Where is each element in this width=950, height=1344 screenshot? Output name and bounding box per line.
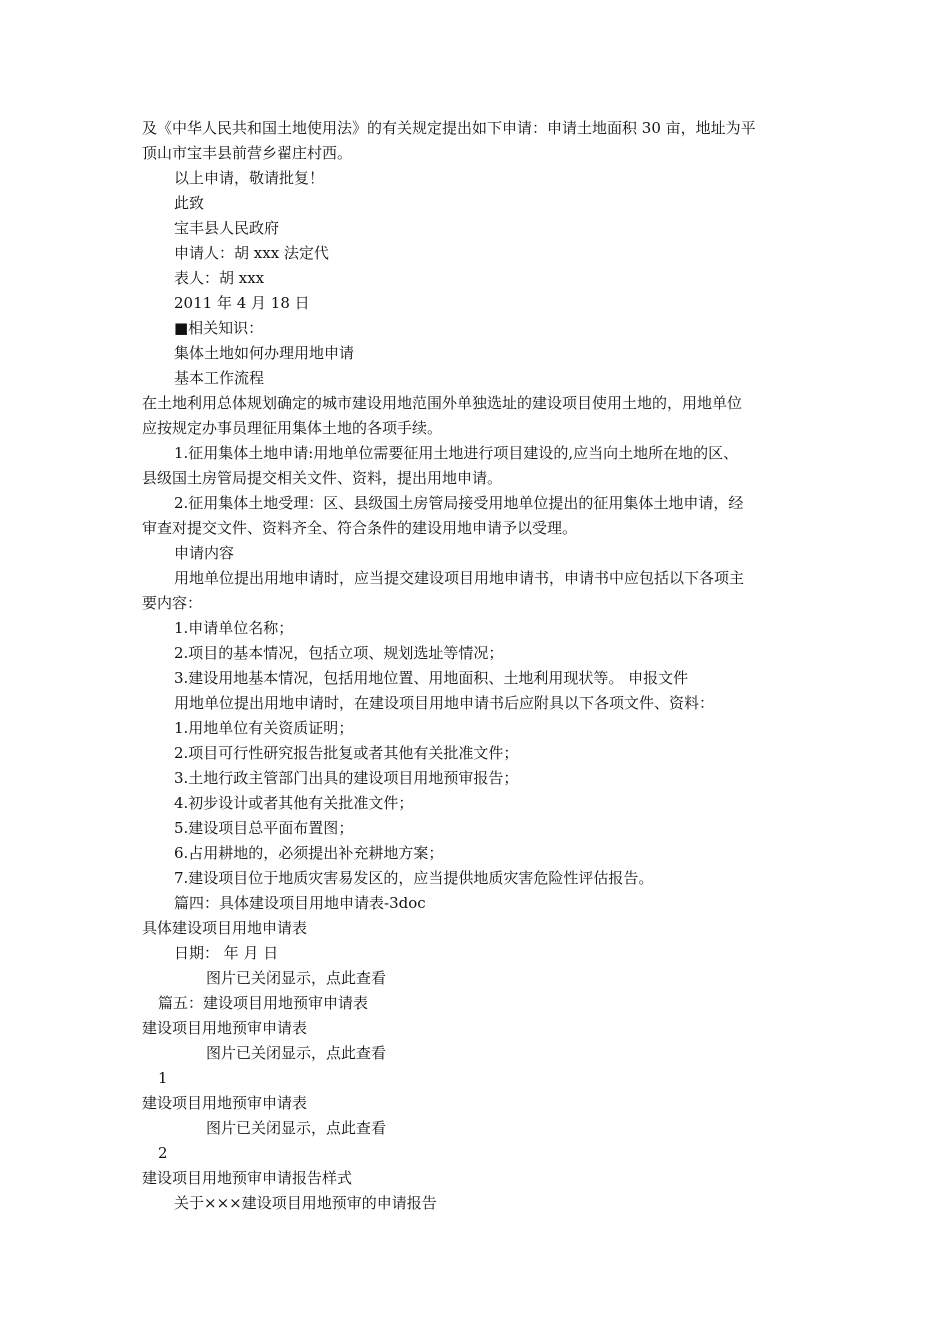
text-line: 基本工作流程 [174, 369, 265, 387]
image-placeholder-link[interactable]: 图片已关闭显示，点此查看 [206, 1119, 387, 1137]
text-line: 及《中华人民共和国土地使用法》的有关规定提出如下申请：申请土地面积 30 亩，地址为平 [142, 119, 756, 137]
text-line: 表人：胡 xxx [174, 269, 265, 287]
text-line: 4.初步设计或者其他有关批准文件； [174, 794, 414, 812]
image-placeholder-link[interactable]: 图片已关闭显示，点此查看 [206, 969, 387, 987]
text-line: 以上申请，敬请批复！ [174, 169, 325, 187]
text-line: 要内容： [142, 594, 203, 612]
text-line: 建设项目用地预审申请表 [142, 1094, 308, 1112]
text-line: 县级国土房管局提交相关文件、资料，提出用地申请。 [142, 469, 503, 487]
text-line: 3.建设用地基本情况，包括用地位置、用地面积、土地利用现状等。 申报文件 [174, 669, 689, 687]
text-line: 应按规定办事员理征用集体土地的各项手续。 [142, 419, 443, 437]
text-line: 2011 年 4 月 18 日 [174, 294, 310, 312]
text-line: 宝丰县人民政府 [174, 219, 280, 237]
text-line: 在土地利用总体规划确定的城市建设用地范围外单独选址的建设项目使用土地的，用地单位 [142, 394, 743, 412]
text-line: ■相关知识： [174, 319, 264, 337]
text-line: 建设项目用地预审申请报告样式 [142, 1169, 353, 1187]
text-line: 集体土地如何办理用地申请 [174, 344, 355, 362]
text-line: 6.占用耕地的，必须提出补充耕地方案； [174, 844, 444, 862]
text-line: 具体建设项目用地申请表 [142, 919, 308, 937]
text-line: 申请内容 [174, 544, 235, 562]
text-line: 篇五：建设项目用地预审申请表 [158, 994, 369, 1012]
text-line: 2.项目的基本情况，包括立项、规划选址等情况； [174, 644, 504, 662]
page-number: 2 [158, 1144, 168, 1162]
text-line: 日期： 年 月 日 [174, 944, 279, 962]
text-line: 顶山市宝丰县前营乡翟庄村西。 [142, 144, 353, 162]
text-line: 申请人：胡 xxx 法定代 [174, 244, 329, 262]
text-line: 5.建设项目总平面布置图； [174, 819, 354, 837]
text-line: 1.用地单位有关资质证明； [174, 719, 354, 737]
text-line: 2.项目可行性研究报告批复或者其他有关批准文件； [174, 744, 519, 762]
text-line: 用地单位提出用地申请时，应当提交建设项目用地申请书，申请书中应包括以下各项主 [174, 569, 745, 587]
text-line: 2.征用集体土地受理：区、县级国土房管局接受用地单位提出的征用集体土地申请，经 [174, 494, 744, 512]
page-number: 1 [158, 1069, 168, 1087]
image-placeholder-link[interactable]: 图片已关闭显示，点此查看 [206, 1044, 387, 1062]
text-line: 用地单位提出用地申请时，在建设项目用地申请书后应附具以下各项文件、资料： [174, 694, 715, 712]
text-line: 1.申请单位名称； [174, 619, 294, 637]
text-line: 7.建设项目位于地质灾害易发区的，应当提供地质灾害危险性评估报告。 [174, 869, 654, 887]
text-line: 关于×××建设项目用地预审的申请报告 [174, 1194, 437, 1212]
text-line: 篇四：具体建设项目用地申请表-3doc [174, 894, 426, 912]
text-line: 建设项目用地预审申请表 [142, 1019, 308, 1037]
text-line: 此致 [174, 194, 205, 212]
text-line: 3.土地行政主管部门出具的建设项目用地预审报告； [174, 769, 519, 787]
text-line: 1.征用集体土地申请:用地单位需要征用土地进行项目建设的,应当向土地所在地的区、 [174, 444, 739, 462]
text-line: 审查对提交文件、资料齐全、符合条件的建设用地申请予以受理。 [142, 519, 578, 537]
